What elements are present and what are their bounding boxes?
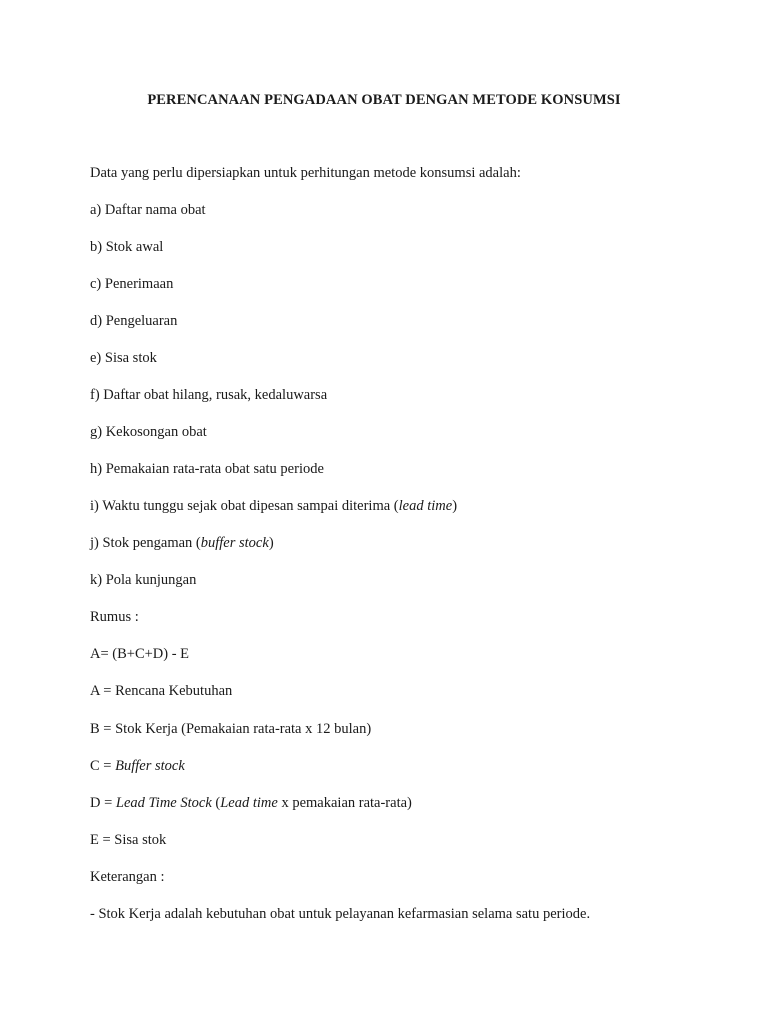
- intro-text: Data yang perlu dipersiapkan untuk perhitungan metode konsumsi adalah:: [90, 165, 521, 181]
- list-item-j-italic: buffer stock: [200, 535, 269, 551]
- list-item-h: h) Pemakaian rata-rata obat satu periode: [90, 461, 324, 477]
- definition-d: [90, 794, 412, 812]
- list-item-j: [90, 534, 274, 552]
- rumus-label: Rumus :: [90, 609, 139, 625]
- definition-a: A = Rencana Kebutuhan: [90, 683, 233, 699]
- definition-c-italic: Buffer stock: [115, 758, 185, 774]
- list-item-i: [90, 497, 457, 515]
- list-item-a: a) Daftar nama obat: [90, 202, 206, 218]
- document-title: PERENCANAAN PENGADAAN OBAT DENGAN METODE KONSUMSI: [147, 92, 621, 108]
- list-item-e: e) Sisa stok: [90, 350, 157, 366]
- list-item-f: f) Daftar obat hilang, rusak, kedaluwarsa: [90, 387, 328, 403]
- definition-d-italic-2: Lead time: [220, 795, 278, 811]
- list-item-c: c) Penerimaan: [90, 276, 174, 292]
- definition-d-mid: (: [211, 795, 221, 811]
- list-item-d: d) Pengeluaran: [90, 313, 178, 329]
- list-item-g: g) Kekosongan obat: [90, 424, 207, 440]
- list-item-k: k) Pola kunjungan: [90, 572, 197, 588]
- definition-c-prefix: C =: [90, 758, 116, 774]
- definition-d-italic-1: Lead Time Stock: [115, 795, 212, 811]
- list-item-i-italic: lead time: [398, 498, 453, 514]
- definition-c: [90, 757, 185, 775]
- list-item-b: b) Stok awal: [90, 239, 164, 255]
- list-item-i-close: ): [452, 498, 458, 514]
- list-item-i-text: i) Waktu tunggu sejak obat dipesan sampai diterima (: [90, 498, 399, 514]
- note-stok-kerja: - Stok Kerja adalah kebutuhan obat untuk pelayanan kefarmasian selama satu periode.: [90, 906, 591, 922]
- definition-d-suffix: x pemakaian rata-rata): [277, 795, 412, 811]
- formula: A= (B+C+D) - E: [90, 646, 190, 662]
- definition-d-prefix: D =: [90, 795, 116, 811]
- keterangan-label: Keterangan :: [90, 869, 165, 885]
- list-item-j-text: j) Stok pengaman (: [90, 535, 201, 551]
- definition-e: E = Sisa stok: [90, 832, 167, 848]
- definition-b: B = Stok Kerja (Pemakaian rata-rata x 12 bulan): [90, 721, 372, 737]
- list-item-j-close: ): [268, 535, 274, 551]
